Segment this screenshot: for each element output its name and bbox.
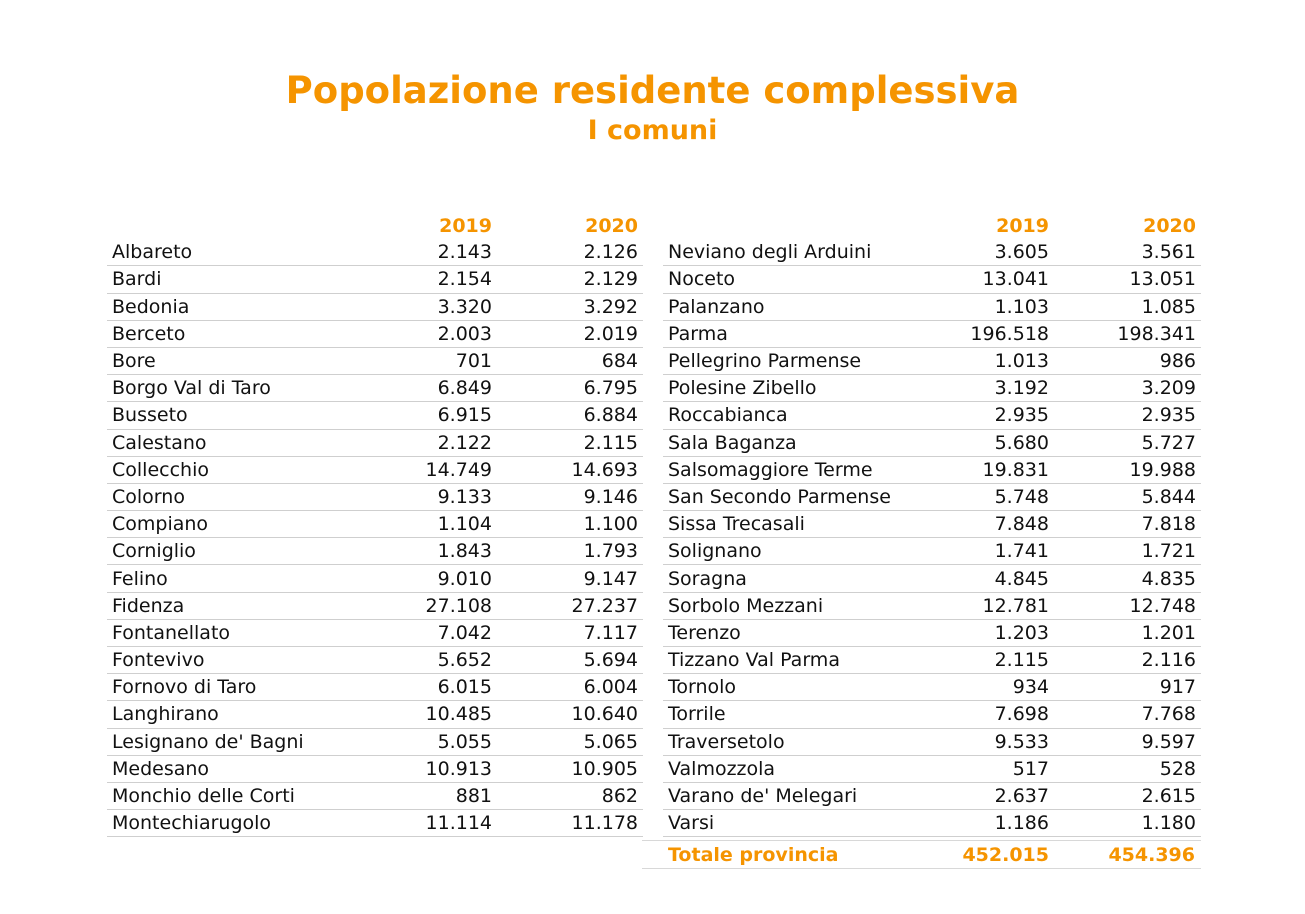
value-2020: 9.147	[497, 565, 643, 592]
municipality-name: Bedonia	[107, 293, 379, 320]
value-2020: 2.019	[497, 320, 643, 347]
value-2019: 5.748	[913, 483, 1054, 510]
value-2019: 1.203	[913, 619, 1054, 646]
total-2019: 452.015	[962, 844, 1049, 866]
value-2020: 862	[497, 782, 643, 809]
table-row	[107, 320, 643, 347]
value-2019: 5.680	[913, 429, 1054, 456]
municipality-name: Noceto	[663, 266, 913, 293]
value-2019: 5.055	[379, 728, 497, 755]
value-2020: 19.988	[1054, 456, 1201, 483]
column-header-2020: 2020	[1143, 215, 1196, 238]
value-2019: 14.749	[379, 456, 497, 483]
value-2020: 3.561	[1054, 239, 1201, 266]
value-2020: 1.721	[1054, 538, 1201, 565]
value-2020: 14.693	[497, 456, 643, 483]
municipality-name: Colorno	[107, 483, 379, 510]
value-2020: 1.180	[1054, 810, 1201, 837]
value-2020: 5.727	[1054, 429, 1201, 456]
value-2019: 7.848	[913, 511, 1054, 538]
table-row	[107, 511, 643, 538]
column-header-name	[107, 213, 379, 239]
value-2019: 9.533	[913, 728, 1054, 755]
value-2019: 9.010	[379, 565, 497, 592]
table-row	[107, 266, 643, 293]
municipality-name: Berceto	[107, 320, 379, 347]
municipality-name: Borgo Val di Taro	[107, 375, 379, 402]
table-row	[663, 511, 1201, 538]
column-header-2020: 2020	[585, 215, 638, 238]
value-2020: 5.065	[497, 728, 643, 755]
value-2020: 1.201	[1054, 619, 1201, 646]
municipality-name: Felino	[107, 565, 379, 592]
municipality-name: Fornovo di Taro	[107, 674, 379, 701]
value-2019: 2.637	[913, 782, 1054, 809]
value-2019: 196.518	[913, 320, 1054, 347]
value-2019: 7.698	[913, 701, 1054, 728]
municipality-name: Sala Baganza	[663, 429, 913, 456]
table-row	[663, 483, 1201, 510]
municipality-name: Varano de' Melegari	[663, 782, 913, 809]
municipality-name: Corniglio	[107, 538, 379, 565]
value-2019: 12.781	[913, 592, 1054, 619]
table-row	[107, 674, 643, 701]
value-2019: 13.041	[913, 266, 1054, 293]
value-2020: 528	[1054, 755, 1201, 782]
table-row	[107, 239, 643, 266]
value-2020: 9.597	[1054, 728, 1201, 755]
municipalities-table-right	[663, 213, 1201, 837]
table-row	[663, 728, 1201, 755]
value-2020: 1.793	[497, 538, 643, 565]
column-header-2019: 2019	[439, 215, 492, 238]
table-row	[663, 619, 1201, 646]
table-row	[663, 293, 1201, 320]
table-row	[663, 429, 1201, 456]
value-2019: 1.741	[913, 538, 1054, 565]
municipality-name: Calestano	[107, 429, 379, 456]
value-2020: 4.835	[1054, 565, 1201, 592]
table-row	[663, 674, 1201, 701]
municipality-name: Varsi	[663, 810, 913, 837]
municipality-name: Palanzano	[663, 293, 913, 320]
column-header-name	[663, 213, 913, 239]
province-total-row	[642, 840, 1201, 869]
value-2019: 1.843	[379, 538, 497, 565]
municipality-name: Medesano	[107, 755, 379, 782]
column-header-2019: 2019	[996, 215, 1049, 238]
table-row	[107, 619, 643, 646]
value-2020: 11.178	[497, 810, 643, 837]
table-row	[663, 592, 1201, 619]
value-2020: 13.051	[1054, 266, 1201, 293]
table-row	[107, 728, 643, 755]
value-2019: 6.015	[379, 674, 497, 701]
value-2020: 7.768	[1054, 701, 1201, 728]
table-row	[663, 810, 1201, 837]
value-2019: 1.103	[913, 293, 1054, 320]
municipality-name: Tizzano Val Parma	[663, 647, 913, 674]
table-row	[107, 538, 643, 565]
value-2019: 1.013	[913, 347, 1054, 374]
table-row	[663, 701, 1201, 728]
value-2019: 27.108	[379, 592, 497, 619]
municipality-name: Sissa Trecasali	[663, 511, 913, 538]
value-2019: 7.042	[379, 619, 497, 646]
table-row	[663, 647, 1201, 674]
municipality-name: Salsomaggiore Terme	[663, 456, 913, 483]
value-2020: 1.085	[1054, 293, 1201, 320]
municipality-name: Polesine Zibello	[663, 375, 913, 402]
table-row	[663, 266, 1201, 293]
value-2020: 27.237	[497, 592, 643, 619]
table-row	[107, 456, 643, 483]
value-2020: 684	[497, 347, 643, 374]
table-row	[663, 375, 1201, 402]
value-2019: 881	[379, 782, 497, 809]
value-2020: 5.844	[1054, 483, 1201, 510]
total-label: Totale provincia	[668, 844, 839, 866]
municipality-name: Lesignano de' Bagni	[107, 728, 379, 755]
table-row	[663, 239, 1201, 266]
value-2020: 1.100	[497, 511, 643, 538]
table-row	[107, 483, 643, 510]
municipality-name: Neviano degli Arduini	[663, 239, 913, 266]
municipality-name: Langhirano	[107, 701, 379, 728]
value-2019: 2.122	[379, 429, 497, 456]
municipality-name: Fontanellato	[107, 619, 379, 646]
value-2020: 10.905	[497, 755, 643, 782]
value-2019: 1.104	[379, 511, 497, 538]
table-row	[107, 375, 643, 402]
table-header-row	[107, 213, 643, 239]
value-2019: 3.605	[913, 239, 1054, 266]
value-2019: 2.154	[379, 266, 497, 293]
municipality-name: Traversetolo	[663, 728, 913, 755]
value-2019: 3.192	[913, 375, 1054, 402]
value-2020: 7.818	[1054, 511, 1201, 538]
value-2020: 7.117	[497, 619, 643, 646]
table-row	[663, 347, 1201, 374]
table-row	[107, 429, 643, 456]
table-row	[663, 782, 1201, 809]
value-2020: 986	[1054, 347, 1201, 374]
value-2019: 10.485	[379, 701, 497, 728]
value-2019: 19.831	[913, 456, 1054, 483]
value-2019: 6.849	[379, 375, 497, 402]
table-row	[107, 592, 643, 619]
municipality-name: Fontevivo	[107, 647, 379, 674]
table-row	[663, 565, 1201, 592]
value-2020: 2.615	[1054, 782, 1201, 809]
value-2019: 4.845	[913, 565, 1054, 592]
value-2020: 2.129	[497, 266, 643, 293]
table-row	[107, 701, 643, 728]
value-2019: 2.143	[379, 239, 497, 266]
value-2020: 12.748	[1054, 592, 1201, 619]
municipality-name: Bore	[107, 347, 379, 374]
table-row	[107, 782, 643, 809]
table-row	[107, 810, 643, 837]
municipality-name: Bardi	[107, 266, 379, 293]
municipality-name: Montechiarugolo	[107, 810, 379, 837]
municipality-name: Collecchio	[107, 456, 379, 483]
value-2020: 2.115	[497, 429, 643, 456]
value-2020: 3.292	[497, 293, 643, 320]
value-2019: 6.915	[379, 402, 497, 429]
page-subtitle: I comuni	[587, 115, 718, 146]
value-2019: 1.186	[913, 810, 1054, 837]
table-row	[107, 755, 643, 782]
value-2019: 2.935	[913, 402, 1054, 429]
total-2020: 454.396	[1108, 844, 1195, 866]
municipalities-table-left	[107, 213, 643, 837]
municipality-name: San Secondo Parmense	[663, 483, 913, 510]
value-2019: 2.003	[379, 320, 497, 347]
page-title: Popolazione residente complessiva	[285, 69, 1020, 112]
value-2019: 9.133	[379, 483, 497, 510]
value-2020: 5.694	[497, 647, 643, 674]
municipality-name: Busseto	[107, 402, 379, 429]
table-row	[107, 347, 643, 374]
municipality-name: Soragna	[663, 565, 913, 592]
municipality-name: Torrile	[663, 701, 913, 728]
value-2020: 6.004	[497, 674, 643, 701]
value-2019: 934	[913, 674, 1054, 701]
value-2019: 11.114	[379, 810, 497, 837]
table-row	[663, 755, 1201, 782]
value-2020: 6.884	[497, 402, 643, 429]
value-2019: 2.115	[913, 647, 1054, 674]
municipality-name: Pellegrino Parmense	[663, 347, 913, 374]
value-2020: 3.209	[1054, 375, 1201, 402]
table-header-row	[663, 213, 1201, 239]
table-row	[663, 320, 1201, 347]
municipality-name: Roccabianca	[663, 402, 913, 429]
municipality-name: Fidenza	[107, 592, 379, 619]
value-2020: 2.126	[497, 239, 643, 266]
municipality-name: Monchio delle Corti	[107, 782, 379, 809]
value-2019: 3.320	[379, 293, 497, 320]
municipality-name: Terenzo	[663, 619, 913, 646]
table-row	[107, 647, 643, 674]
municipality-name: Solignano	[663, 538, 913, 565]
municipality-name: Tornolo	[663, 674, 913, 701]
municipality-name: Albareto	[107, 239, 379, 266]
value-2019: 517	[913, 755, 1054, 782]
value-2020: 2.116	[1054, 647, 1201, 674]
table-row	[663, 538, 1201, 565]
table-row	[663, 402, 1201, 429]
value-2020: 9.146	[497, 483, 643, 510]
table-row	[107, 565, 643, 592]
value-2020: 917	[1054, 674, 1201, 701]
municipality-name: Parma	[663, 320, 913, 347]
table-row	[107, 402, 643, 429]
value-2020: 10.640	[497, 701, 643, 728]
municipality-name: Compiano	[107, 511, 379, 538]
value-2019: 5.652	[379, 647, 497, 674]
municipality-name: Valmozzola	[663, 755, 913, 782]
municipality-name: Sorbolo Mezzani	[663, 592, 913, 619]
value-2019: 701	[379, 347, 497, 374]
table-row	[107, 293, 643, 320]
value-2020: 198.341	[1054, 320, 1201, 347]
value-2020: 6.795	[497, 375, 643, 402]
table-row	[663, 456, 1201, 483]
value-2019: 10.913	[379, 755, 497, 782]
value-2020: 2.935	[1054, 402, 1201, 429]
